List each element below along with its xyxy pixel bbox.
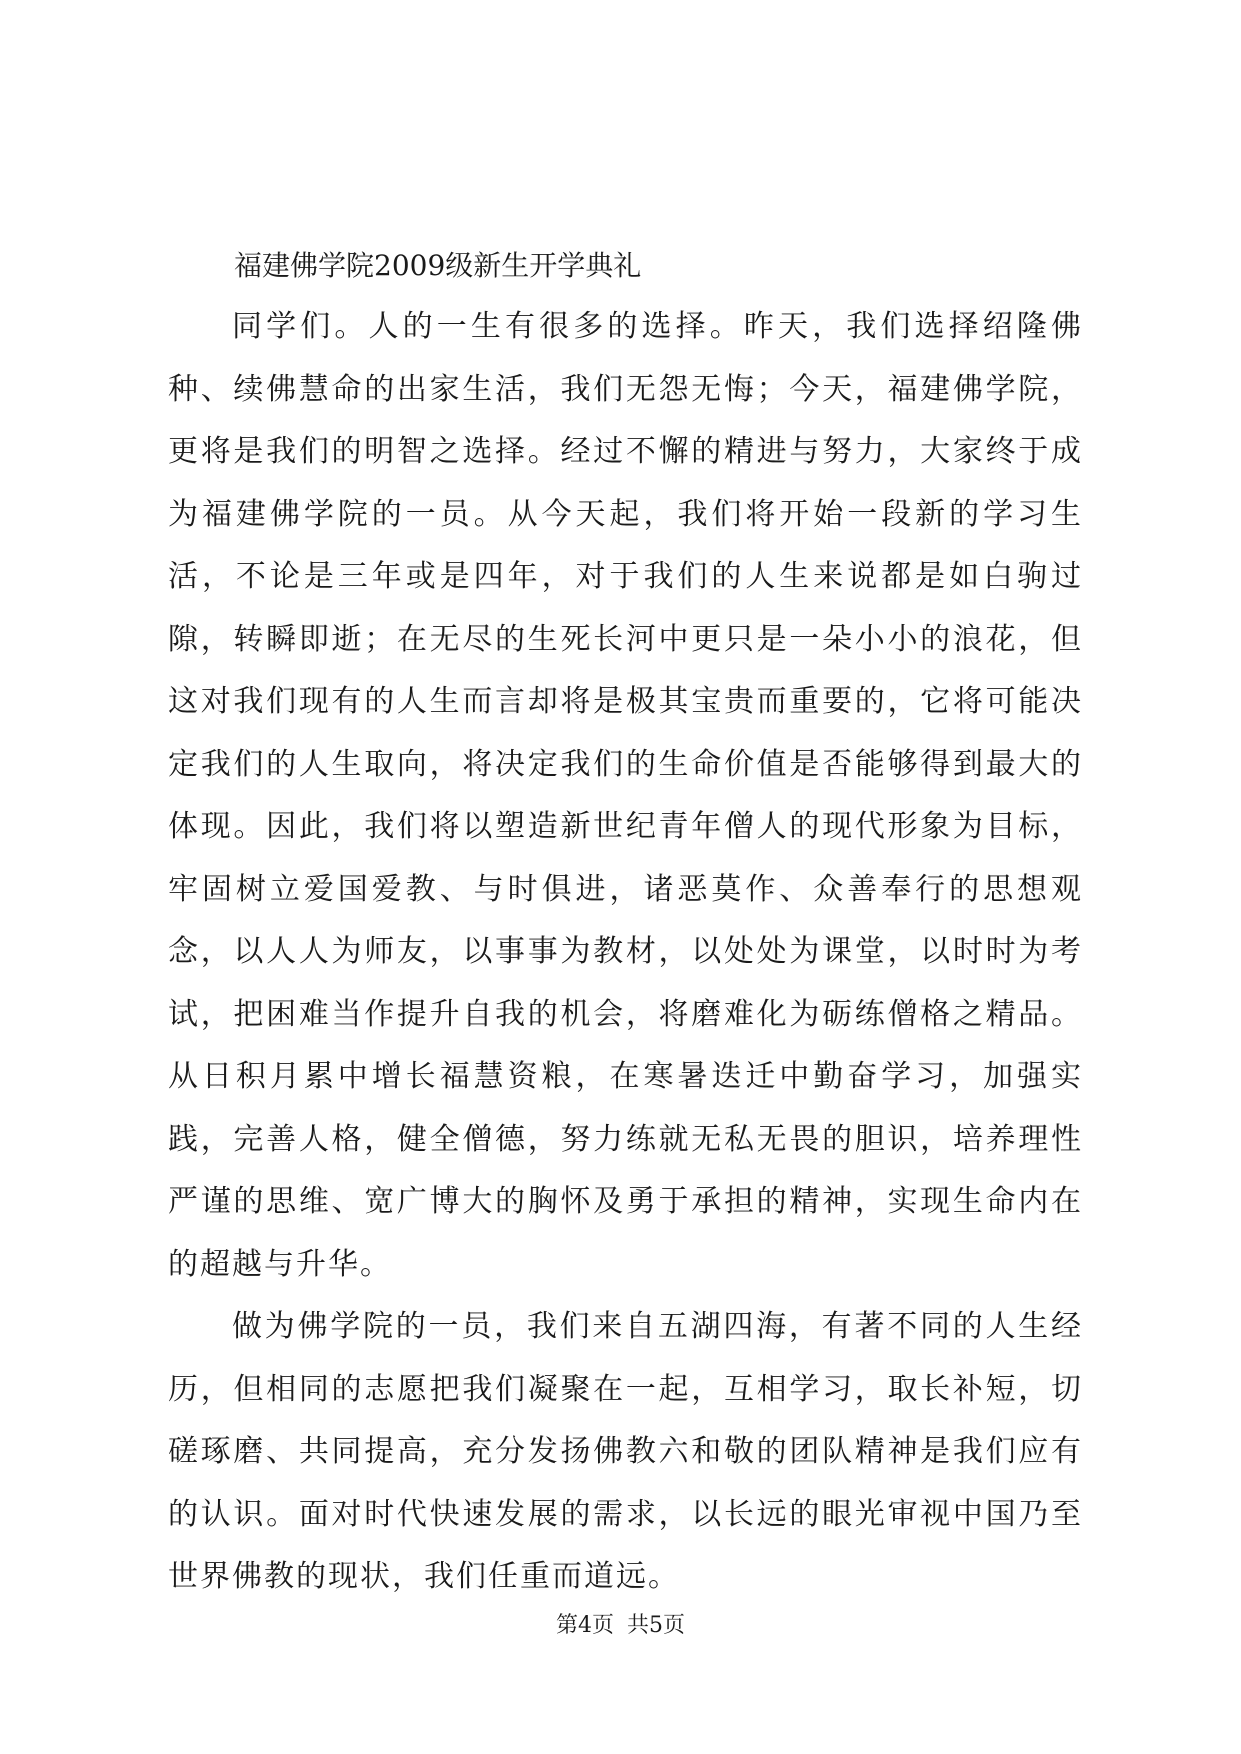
page-footer: [0, 1611, 1241, 1641]
paragraph-1: 同学们。人的一生有很多的选择。昨天，我们选择绍隆佛种、续佛慧命的出家生活，我们无怨无悔；今天，福建佛学院，更将是我们的明智之选择。经过不懈的精进与努力，大家终于成为福建佛学院的一员。从今天起，我们将开始一段新的学习生活，不论是三年或是四年，对于我们的人生来说都是如白驹过隙，转瞬即逝；在无尽的生死长河中更只是一朵小小的浪花，但这对我们现有的人生而言却将是极其宝贵而重要的，它将可能决定我们的人生取向，将决定我们的生命价值是否能够得到最大的体现。因此，我们将以塑造新世纪青年僧人的现代形象为目标，牢固树立爱国爱教、与时俱进，诸恶莫作、众善奉行的思想观念，以人人为师友，以事事为教材，以处处为课堂，以时时为考试，把困难当作提升自我的机会，将磨难化为砺练僧格之精品。从日积月累中增长福慧资粮，在寒暑迭迁中勤奋学习，加强实践，完善人格，健全僧德，努力练就无私无畏的胆识，培养理性严谨的思维、宽广博大的胸怀及勇于承担的精神，实现生命内在的超越与升华。: [168, 309, 1083, 1282]
page-number: 第4页: [556, 1613, 614, 1638]
paragraph-2: 做为佛学院的一员，我们来自五湖四海，有著不同的人生经历，但相同的志愿把我们凝聚在一起，互相学习，取长补短，切磋琢磨、共同提高，充分发扬佛教六和敬的团队精神是我们应有的认识。面对时代快速发展的需求，以长远的眼光审视中国乃至世界佛教的现状，我们任重而道远。: [168, 1309, 1083, 1594]
page-total: 共5页: [627, 1613, 685, 1638]
document-title: 福建佛学院2009级新生开学典礼: [234, 249, 642, 282]
document-body: [168, 236, 1083, 1609]
